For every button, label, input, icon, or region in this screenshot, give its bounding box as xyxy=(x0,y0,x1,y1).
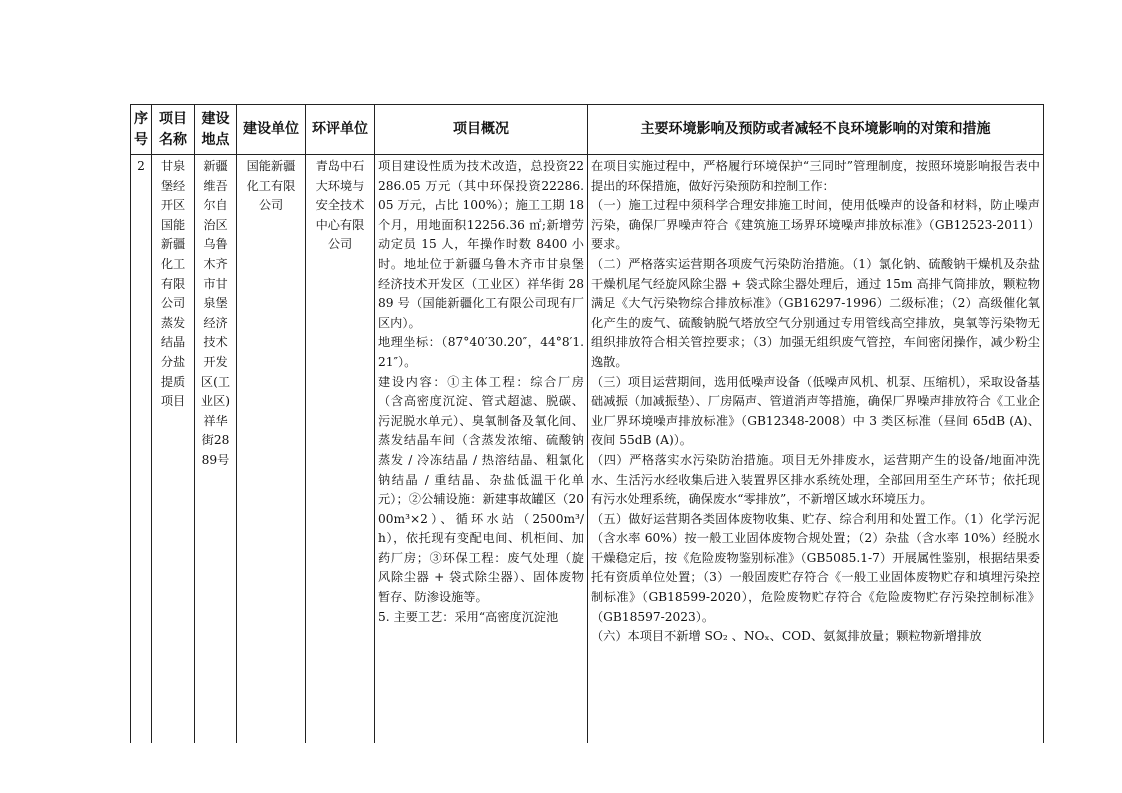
cell-seq: 2 xyxy=(131,155,152,743)
measures-noise: （三）项目运营期间，选用低噪声设备（低噪声风机、机泵、压缩机），采取设备基础减振（加减振垫）、厂房隔声、管道消声等措施，确保厂界噪声排放符合《工业企业厂界环境噪声排放标准》（GB12348-2008）中 3 类区标准（昼间 65dB (A)、夜间 55dB (A)）。 xyxy=(591,374,1040,448)
cell-eia-unit: 青岛中石大环境与安全技术中心有限公司 xyxy=(306,155,375,743)
overview-process: 5. 主要工艺：采用“高密度沉淀池 xyxy=(378,609,559,624)
header-eia-unit: 环评单位 xyxy=(306,105,375,155)
header-overview: 项目概况 xyxy=(375,105,588,155)
cell-overview xyxy=(375,155,588,743)
header-construction-unit: 建设单位 xyxy=(237,105,306,155)
table-row xyxy=(131,155,1044,743)
overview-coordinates: 地理坐标：（87°40′30.20″，44°8′1.21″）。 xyxy=(378,335,584,369)
table-header-row xyxy=(131,105,1044,155)
header-seq: 序号 xyxy=(131,105,152,155)
cell-measures xyxy=(588,155,1044,743)
cell-location: 新疆维吾尔自治区乌鲁木齐市甘泉堡经济技术开发区(工业区)祥华街2889号 xyxy=(195,155,237,743)
cell-construction-unit: 国能新疆化工有限公司 xyxy=(237,155,306,743)
measures-intro: 在项目实施过程中，严格履行环境保护“三同时”管理制度，按照环境影响报告表中提出的环保措施，做好污染预防和控制工作： xyxy=(591,159,1040,193)
header-project-name: 项目名称 xyxy=(152,105,195,155)
header-location: 建设地点 xyxy=(195,105,237,155)
overview-paragraph: 项目建设性质为技术改造，总投资22286.05 万元（其中环保投资22286.05 万元，占比 100%）；施工工期 18 个月，用地面积12256.36 ㎡;新增劳动定员 15 人，年操作时数 8400 小时。地址位于新疆乌鲁木齐市甘泉堡经济技术开发区（工业区）祥华街 2889 号（国能新疆化工有限公司现有厂区内）。 xyxy=(378,159,584,330)
measures-solid-waste: （五）做好运营期各类固体废物收集、贮存、综合利用和处置工作。（1）化学污泥（含水率 60%）按一般工业固体废物合规处置；（2）杂盐（含水率 10%）经脱水干燥稳定后，按《危险废物鉴别标准》（GB5085.1-7）开展属性鉴别，根据结果委托有资质单位处置；（3）一般固废贮存符合《一般工业固体废物贮存和填埋污染控制标准》（GB18599-2020），危险废物贮存符合《危险废物贮存污染控制标准》（GB18597-2023）。 xyxy=(591,511,1040,624)
measures-emissions: （六）本项目不新增 SO₂ 、NOₓ、COD、氨氮排放量；颗粒物新增排放 xyxy=(591,629,982,644)
measures-construction-noise: （一）施工过程中须科学合理安排施工时间，使用低噪声的设备和材料，防止噪声污染，确保厂界噪声符合《建筑施工场界环境噪声排放标准》（GB12523-2011）要求。 xyxy=(591,198,1040,252)
measures-air: （二）严格落实运营期各项废气污染防治措施。（1）氯化钠、硫酸钠干燥机及杂盐干燥机尾气经旋风除尘器 + 袋式除尘器处理后，通过 15m 高排气筒排放，颗粒物满足《大气污染物综合排放标准》（GB16297-1996）二级标准；（2）高级催化氧化产生的废气、硫酸钠脱气塔放空气分别通过专用管线高空排放，臭氧等污染物无组织排放符合相关管控要求；（3）加强无组织废气管控，车间密闭操作，减少粉尘逸散。 xyxy=(591,256,1040,369)
header-measures: 主要环境影响及预防或者减轻不良环境影响的对策和措施 xyxy=(588,105,1044,155)
cell-project-name: 甘泉堡经开区国能新疆化工有限公司蒸发结晶分盐提质项目 xyxy=(152,155,195,743)
overview-construction-content: 建设内容：①主体工程：综合厂房（含高密度沉淀、管式超滤、脱碳、污泥脱水单元）、臭氧制备及氧化间、蒸发结晶车间（含蒸发浓缩、硫酸钠蒸发 / 冷冻结晶 / 热溶结晶、粗氯化钠结晶 / 重结晶、杂盐低温干化单元）；②公辅设施：新建事故罐区（2000m³×2）、循环水站（2500m³/h），依托现有变配电间、机柜间、加药厂房；③环保工程：废气处理（旋风除尘器 + 袋式除尘器）、固体废物暂存、防渗设施等。 xyxy=(378,374,584,605)
eia-approval-table xyxy=(130,104,1044,743)
measures-water: （四）严格落实水污染防治措施。项目无外排废水，运营期产生的设备/地面冲洗水、生活污水经收集后进入装置界区排水系统处理，全部回用至生产环节；依托现有污水处理系统，确保废水“零排放”，不新增区域水环境压力。 xyxy=(591,452,1040,507)
